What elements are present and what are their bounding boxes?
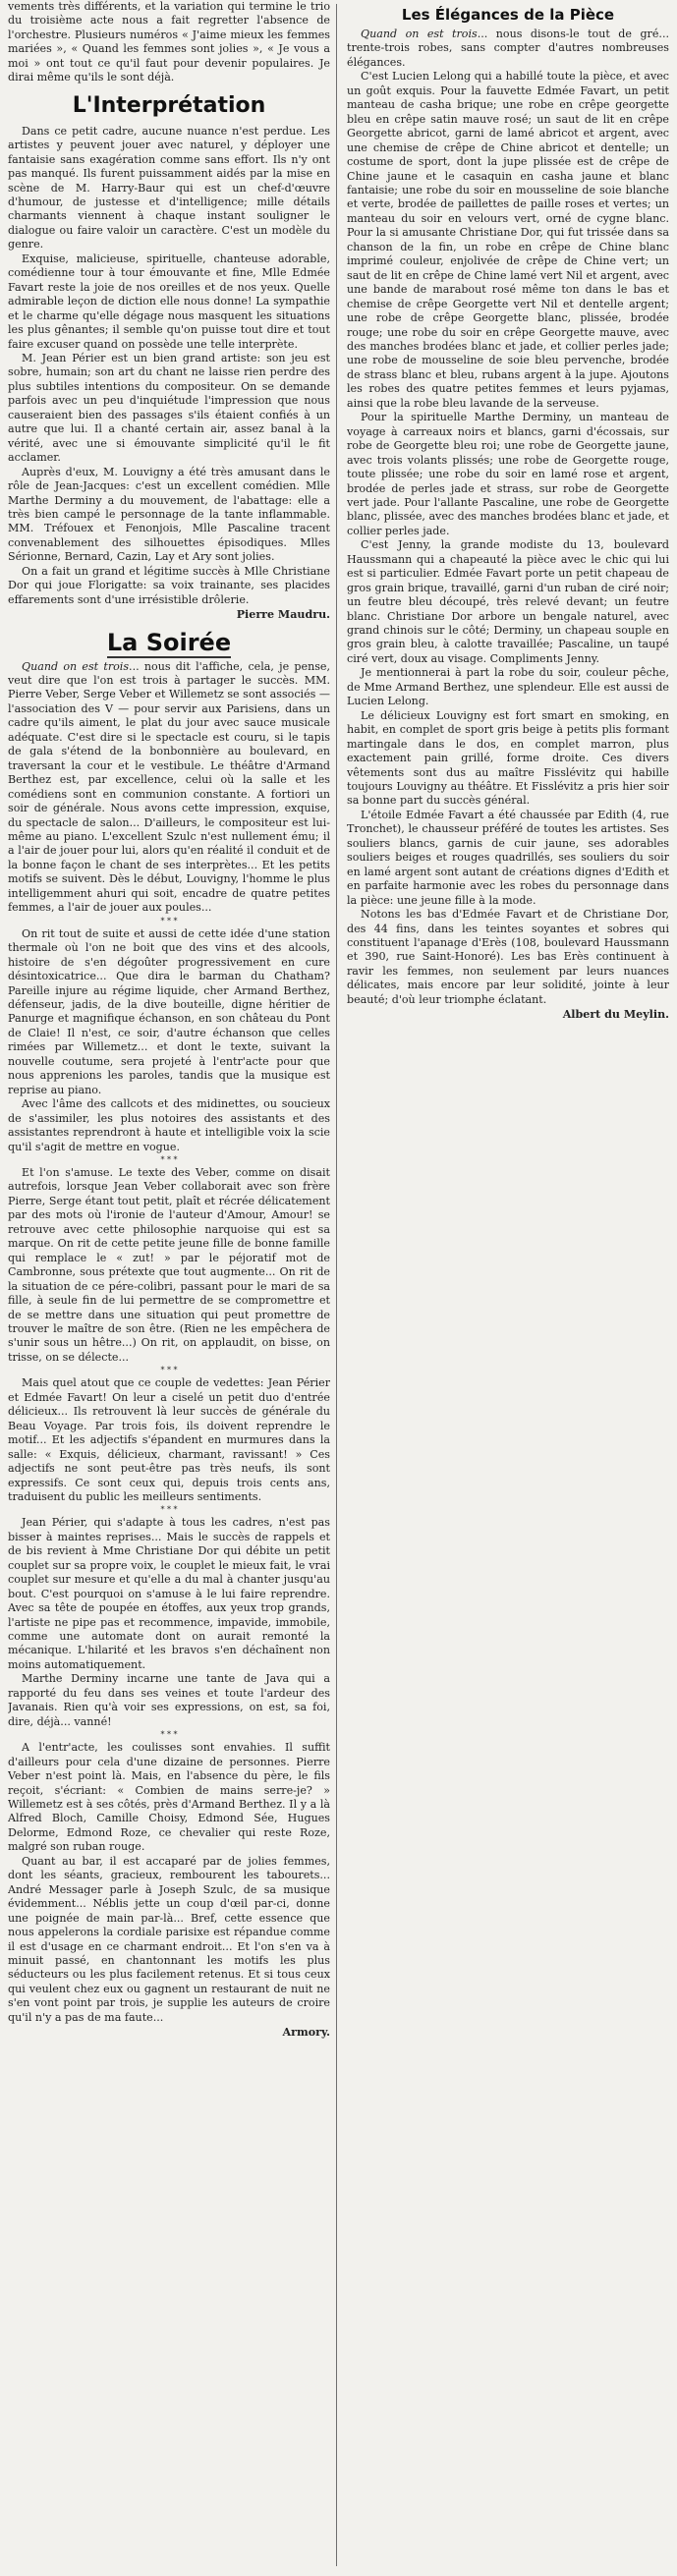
elegances-paragraph: C'est Jenny, la grande modiste du 13, boulevard Haussmann qui a chapeauté la pièce avec le chic qui lui est si particulier. Edmée Favart porte un petit chapeau de gros grain brique, travaillé, garni d'un ruban de ciré noir; un feutre bleu découpé, très relevé devant; un feutre blanc. Christiane Dor arbore un bengale naturel, avec grand chinois sur le côté; Derminy, un chapeau souple en gros grain bleu, à calotte travaillée; Pascaline, un taupé ciré vert, doux au visage. Compliments Jenny. — [347, 538, 669, 665]
interpretation-heading: L'Interprétation — [72, 92, 266, 118]
elegances-paragraph-text: ... nous disons-le tout de gré... trente-trois robes, sans compter d'autres nombreuses élégances. — [347, 28, 669, 69]
elegances-paragraph: Notons les bas d'Edmée Favart et de Christiane Dor, des 44 fins, dans les teintes soyantes et sobres qui constituent l'apanage d'Erès (108, boulevard Haussmann et 390, rue Saint-Honoré). Les bas Erès continuent à ravir les femmes, non seulement par leurs nuances délicates, mais encore par leur solidité, jointe à leur beauté; d'où leur triomphe éclatant. — [347, 908, 669, 1006]
interpretation-signature: Pierre Maudru. — [236, 608, 330, 622]
elegances-paragraph: Pour la spirituelle Marthe Derminy, un manteau de voyage à carreaux noirs et blancs, garni d'écossais, sur robe de Georgette bleu roi; une robe de Georgette jaune, avec trois volants plissés; une robe de Georgette rouge, toute plissée; une robe du soir en lamé rose et argent, brodée de perles jade et strass, sur robe de Georgette vert jade. Pour l'allante Pascaline, une robe de Georgette blanc, plissée, avec des manches brodées blanc et jade, et collier perles jade. — [347, 411, 669, 537]
asterism-separator: * * * — [160, 1505, 178, 1515]
elegances-paragraph: L'étoile Edmée Favart a été chaussée par Edith (4, rue Tronchet), le chausseur préféré de toutes les artistes. Ses souliers blancs, garnis de cuir jaune, ses adorables souliers beiges et rouges quadrillés, ses souliers du soir en lamé argent sont autant de créations dignes d'Edith et en parfaite harmonie avec les robes du personnage dans la pièce: une jeune fille à la mode. — [347, 808, 669, 907]
interpretation-paragraph: Exquise, malicieuse, spirituelle, chanteuse adorable, comédienne tour à tour émouvante et fine, Mlle Edmée Favart reste la joie de nos oreilles et de nos yeux. Quelle admirable leçon de diction elle nous donne! La sympathie et le charme qu'elle dégage nous masquent les situations les plus gênantes; il semble qu'on puisse tout dire et tout faire excuser quand on possède une telle interprète. — [8, 252, 330, 351]
soiree-signature: Armory. — [282, 2026, 330, 2040]
soiree-paragraph: Et l'on s'amuse. Le texte des Veber, comme on disait autrefois, lorsque Jean Veber collaborait avec son frère Pierre, Serge étant tout petit, plaît et récrée délicatement par des mots où l'ironie de l'auteur d'Amour, Amour! se retrouve avec cette philosophie narquoise qui est sa marque. On rit de cette petite jeune fille de bonne famille qui remplace le « zut! » par le péjoratif mot de Cambronne, sous prétexte que tout augmente... On rit de la situation de ce pére-colibri, passant pour le mari de sa fille, à seule fin de lui permettre de se compromettre et de se mettre dans une situation qui peut promettre de trouver le maître de son être. (Rien ne les empêchera de s'unir sous un hêtre...) On rit, on applaudit, on bisse, on trisse, on se délecte... — [8, 1165, 330, 1364]
interpretation-paragraph: On a fait un grand et légitime succès à Mlle Christiane Dor qui joue Florigatte: sa voix trainante, ses placides effarements sont d'une irrésistible drôlerie. — [8, 564, 330, 606]
elegances-paragraph: Je mentionnerai à part la robe du soir, couleur pêche, de Mme Armand Berthez, une splendeur. Elle est aussi de Lucien Lelong. — [347, 666, 669, 708]
soiree-heading — [8, 627, 330, 658]
soiree-heading-text: La Soirée — [106, 628, 232, 656]
soiree-paragraph: Marthe Derminy incarne une tante de Java qui a rapporté du feu dans ses veines et toute l'ardeur des Javanais. Rien qu'à voir ses expressions, on est, sa foi, dire, déjà... vanné! — [8, 1672, 330, 1728]
elegances-paragraph: C'est Lucien Lelong qui a habillé toute la pièce, et avec un goût exquis. Pour la fauvette Edmée Favart, un petit manteau de casha brique; une robe en crêpe georgette bleu en crêpe satin mauve rosé; un saut de lit en crêpe Georgette abricot, garni de lamé abricot et argent, avec une chemise de crêpe de Chine abricot et dentelle; un costume de sport, dont la jupe plissée est de crêpe de Chine jaune et le casaquin en casha jaune et blanc fantaisie; une robe du soir en mousseline de soie blanche et verte, brodée de paillettes de paille roses et vertes; un manteau du soir en velours vert, orné de cygne blanc. Pour la si amusante Christiane Dor, qui fut trissée dans sa chanson de la fin, un robe en crêpe de Chine blanc imprimé couleur, enjolivée de crêpe de Chine vert; un saut de lit en crêpe de Chine lamé vert Nil et argent, avec une bande de marabout rosé même ton dans le bas et chemise de crêpe Georgette vert Nil et dentelle argent; une robe de crêpe Georgette blanc, plissée, brodée rouge; une robe du soir en crêpe Georgette mauve, avec des manches brodées blanc et jade, et collier perles jade; une robe de mousseline de soie bleu pervenche, brodée de strass blanc et bleu, rubans argent à la jupe. Ajoutons les robes des quatre petites femmes et leurs pyjamas, ainsi que la robe bleu lavande de la serveuse. — [347, 70, 669, 410]
asterism-separator: * * * — [160, 1730, 178, 1740]
interpretation-paragraph: Dans ce petit cadre, aucune nuance n'est perdue. Les artistes y peuvent jouer avec naturel, y déployer une fantaisie sans exagération comme sans effort. Ils n'y ont pas manqué. Ils furent puissamment aidés par la mise en scène de M. Harry-Baur qui est un chef-d'œuvre d'humour, de justesse et d'intelligence; mille détails charmants viennent à chaque instant souligner le dialogue ou faire valoir un caractère. C'est un modèle du genre. — [8, 124, 330, 252]
elegances-paragraph — [347, 28, 669, 70]
soiree-lead-words: Quand on est trois — [22, 659, 130, 673]
soiree-paragraph: On rit tout de suite et aussi de cette idée d'une station thermale où l'on ne boit que des vins et des alcools, histoire de s'en dégoûter progressivement en cure désintoxicatrice... Que dira le barman du Chatham? Pareille injure au régime liquide, cher Armand Berthez, défenseur, jadis, de la dive bouteille, digne héritier de Panurge et magnifique échanson, en son château du Pont de Claie! Il n'est, ce soir, d'autre échanson que celles rimées par Willemetz... et dont le texte, suivant la nouvelle coutume, sera projeté à l'entr'acte pour que nous apprenions les paroles, tandis que la musique est reprise au piano. — [8, 926, 330, 1096]
elegances-paragraph: Le délicieux Louvigny est fort smart en smoking, en habit, en complet de sport gris beige à petits plis formant martingale dans le dos, en complet marron, plus exactement pain grillé, forme droite. Ces divers vêtements sont dus au maître Fisslévitz qui habille toujours Louvigny au théâtre. Et Fisslévitz a pris hier soir sa bonne part du succès général. — [347, 708, 669, 808]
right-column — [347, 0, 669, 2568]
elegances-signature: Albert du Meylin. — [562, 1008, 669, 1022]
soiree-paragraph: Avec l'âme des callcots et des midinettes, ou soucieux de s'assimiler, les plus notoires des assistants et des assistantes reprendront à haute et intelligible voix la scie qu'il s'agit de mettre en vogue. — [8, 1097, 330, 1153]
soiree-paragraph: Jean Périer, qui s'adapte à tous les cadres, n'est pas bisser à maintes reprises... Mais le succès de rappels et de bis revient à Mme Christiane Dor qui débite un petit couplet sur sa propre voix, le couplet le mieux fait, le vrai couplet sur mesure et qu'elle a du mal à chanter jusqu'au bout. C'est pourquoi on s'amuse à le lui faire reprendre. Avec sa tête de poupée en étoffes, aux yeux trop grands, l'artiste ne pipe pas et recommence, impavide, immobile, comme une automate dont on aurait remonté la mécanique. L'hilarité et les bravos s'en déchaînent non moins automatiquement. — [8, 1516, 330, 1671]
soiree-paragraph: Quant au bar, il est accaparé par de jolies femmes, dont les séants, gracieux, rembourent les tabourets... André Messager parle à Joseph Szulc, de sa musique évidemment... Néblis jette un coup d'œil par-ci, donne une poignée de main par-là... Bref, cette essence que nous appelerons la cordiale parisixe est répandue comme il est d'usage en ce charmant endroit... Et l'on s'en va à minuit passé, en chantonnant les motifs les plus séducteurs ou les plus facilement retenus. Et si tous ceux qui veulent chez eux ou gagnent un restaurant de nuit ne s'en vont point par trois, je supplie les auteurs de croire qu'il n'y a pas de ma faute... — [8, 1854, 330, 2024]
asterism-separator: * * * — [160, 916, 178, 925]
asterism-separator: * * * — [160, 1154, 178, 1164]
left-column — [8, 0, 330, 2568]
elegances-lead-words: Quand on est trois — [361, 28, 478, 40]
column-rule — [336, 4, 337, 2566]
asterism-separator: * * * — [160, 1366, 178, 1375]
interpretation-paragraph: Auprès d'eux, M. Louvigny a été très amusant dans le rôle de Jean-Jacques: c'est un excellent comédien. Mlle Marthe Derminy a du mouvement, de l'abattage: elle a très bien campé le personnage de la tante inflammable. MM. Tréfouex et Fenonjois, Mlle Pascaline tracent convenablement des silhouettes épisodiques. Mlles Sérionne, Bernard, Cazin, Lay et Ary sont jolies. — [8, 465, 330, 564]
review-intro-paragraph: vements très différents, et la variation qui termine le trio du troisième acte nous a fait regretter l'absence de l'orchestre. Plusieurs numéros « J'aime mieux les femmes mariées », « Quand les femmes sont jolies », « Je vous a moi » ont tout ce qu'il faut pour devenir populaires. Je dirai même qu'ils le sont déjà. — [8, 0, 330, 84]
soiree-paragraph-text: ... nous dit l'affiche, cela, je pense, veut dire que l'on est trois à partager le succès. MM. Pierre Veber, Serge Veber et Willemetz se sont associés — l'association des V — pour servir aux Parisiens, dans un cadre qu'ils aiment, le plat du jour avec sauce musicale adéquate. C'est dire si le spectacle est couru, si le tapis de gala s'étend de la bonbonnière au boulevard, en traversant la cour et le vestibule. Le théâtre d'Armand Berthez est, par excellence, celui où la salle et les comédiens sont en communion constante. A fortiori un soir de générale. Nous avons cette impression, exquise, du spectacle de salon... D'ailleurs, le compositeur est lui-même au piano. L'excellent Szulc n'est nullement ému; il a l'air de jouer pour lui, alors qu'en réalité il conduit et de la bonne façon le chant de ses interprètes... Et les petits motifs se suivent. Dès le début, Louvigny, l'homme le plus intelligemment ahuri qui soit, encadre de quatre petites femmes, a l'air de jouer aux poules... — [8, 659, 330, 915]
interpretation-paragraph: M. Jean Périer est un bien grand artiste: son jeu est sobre, humain; son art du chant ne laisse rien perdre des plus subtiles intentions du compositeur. On se demande parfois avec un peu d'inquiétude l'impression que nous causeraient bien des passages s'ils étaient confiés à un autre que lui. Il a chanté certain air, assez banal à la vérité, avec une si émouvante simplicité qu'il le fit acclamer. — [8, 351, 330, 465]
soiree-paragraph — [8, 660, 330, 916]
soiree-paragraph: A l'entr'acte, les coulisses sont envahies. Il suffit d'ailleurs pour cela d'une dizaine de personnes. Pierre Veber n'est point là. Mais, en l'absence du père, le fils reçoit, s'écriant: « Combien de mains serre-je? » Willemetz est à ses côtés, près d'Armand Berthez. Il y a là Alfred Bloch, Camille Choisy, Edmond Sée, Hugues Delorme, Edmond Roze, ce chevalier qui reste Roze, malgré son ruban rouge. — [8, 1741, 330, 1854]
elegances-heading: Les Élégances de la Pièce — [401, 6, 615, 24]
soiree-paragraph: Mais quel atout que ce couple de vedettes: Jean Périer et Edmée Favart! On leur a ciselé un petit duo d'entrée délicieux... Ils retrouvent là leur succès de générale du Beau Voyage. Par trois fois, ils doivent reprendre le motif... Et les adjectifs s'épandent en murmures dans la salle: « Exquis, délicieux, charmant, ravissant! » Ces adjectifs ne sont peut-être pas très neufs, ils sont expressifs. Ce sont ceux qui, depuis trois cents ans, traduisent du public les meilleurs sentiments. — [8, 1376, 330, 1503]
